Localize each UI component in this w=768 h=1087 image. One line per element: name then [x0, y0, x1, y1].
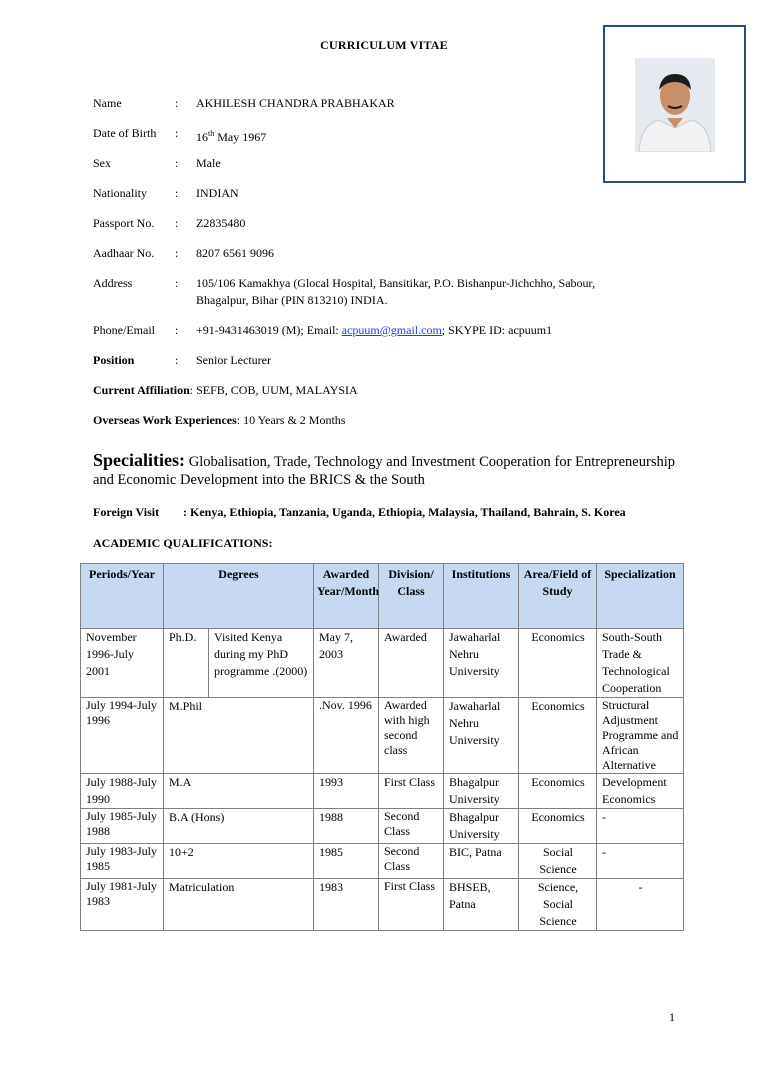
affiliation-row — [93, 382, 358, 399]
passport-label: Passport No. — [93, 216, 155, 230]
division-cell: Awarded — [379, 629, 444, 698]
division-cell: Second Class — [379, 844, 444, 879]
table-row — [81, 774, 684, 809]
institution-cell: Bhagalpur University — [444, 809, 519, 844]
header-cell: Institutions — [444, 564, 519, 629]
aadhaar-label: Aadhaar No. — [93, 246, 155, 260]
spec-cell: South-South Trade & Technological Cooperation — [597, 629, 684, 698]
colon: : — [175, 126, 179, 140]
area-cell: Science, Social Science — [519, 879, 597, 931]
page-number: 1 — [669, 1010, 675, 1024]
colon: : — [175, 276, 179, 290]
colon: : — [175, 246, 179, 260]
degree-cell: B.A (Hons) — [164, 809, 314, 844]
passport-value: Z2835480 — [196, 216, 246, 230]
division-cell: First Class — [379, 879, 444, 931]
table-row — [81, 809, 684, 844]
header-cell: Area/Field of Study — [519, 564, 597, 629]
year-cell: .Nov. 1996 — [314, 698, 379, 774]
specialities-text: Globalisation, Trade, Technology and Investment Cooperation for Entrepreneurship and Economic Development into the BRICS & the South — [93, 454, 675, 488]
table-row — [81, 879, 684, 931]
academic-heading: ACADEMIC QUALIFICATIONS: — [93, 536, 273, 550]
overseas-value: : 10 Years & 2 Months — [236, 413, 346, 427]
header-cell: Awarded Year/Month — [314, 564, 379, 629]
division-cell: Second Class — [379, 809, 444, 844]
nationality-label: Nationality — [93, 186, 147, 200]
specialities-label: Specialities: — [93, 450, 185, 470]
institution-cell: BHSEB, Patna — [444, 879, 519, 931]
qualifications-table — [80, 563, 684, 931]
header-cell: Specialization — [597, 564, 684, 629]
period-cell: July 1994-July 1996 — [81, 698, 164, 774]
spec-cell: Structural Adjustment Programme and African Alternative — [597, 698, 684, 774]
institution-cell: Bhagalpur University — [444, 774, 519, 809]
dob-value: 16th May 1967 — [196, 129, 267, 144]
year-cell: 1993 — [314, 774, 379, 809]
table-header-row — [81, 564, 684, 629]
name-value: AKHILESH CHANDRA PRABHAKAR — [196, 96, 395, 110]
degree-cell: M.Phil — [164, 698, 314, 774]
header-cell: Periods/Year — [81, 564, 164, 629]
phone-label: Phone/Email — [93, 323, 155, 337]
area-cell: Economics — [519, 698, 597, 774]
affiliation-label: Current Affiliation — [93, 383, 190, 397]
institution-cell: BIC, Patna — [444, 844, 519, 879]
institution-cell: Jawaharlal Nehru University — [444, 629, 519, 698]
period-cell: July 1981-July 1983 — [81, 879, 164, 931]
institution-cell: Jawaharlal Nehru University — [444, 698, 519, 774]
position-value: Senior Lecturer — [196, 353, 271, 367]
address-label: Address — [93, 276, 133, 290]
address-value: 105/106 Kamakhya (Glocal Hospital, Bansitikar, P.O. Bishanpur-Jichchho, Sabour, Bhagalpur, Bihar (PIN 813210) INDIA. — [196, 276, 596, 307]
header-cell: Degrees — [164, 564, 314, 629]
area-cell: Economics — [519, 774, 597, 809]
degree-cell: 10+2 — [164, 844, 314, 879]
area-cell: Economics — [519, 809, 597, 844]
table-row — [81, 844, 684, 879]
degree-cell: Ph.D. — [164, 629, 209, 698]
degree-note-cell: Visited Kenya during my PhD programme .(2000) — [209, 629, 314, 698]
document-title: CURRICULUM VITAE — [320, 38, 448, 52]
degree-cell: M.A — [164, 774, 314, 809]
phone-value: +91-9431463019 (M); Email: acpuum@gmail.com; SKYPE ID: acpuum1 — [196, 323, 553, 337]
foreign-visit-value: : Kenya, Ethiopia, Tanzania, Uganda, Ethiopia, Malaysia, Thailand, Bahrain, S. Korea — [183, 505, 626, 519]
colon: : — [175, 323, 179, 337]
spec-cell: - — [597, 844, 684, 879]
spec-cell: Development Economics — [597, 774, 684, 809]
colon: : — [175, 353, 179, 367]
year-cell: May 7, 2003 — [314, 629, 379, 698]
period-cell: July 1988-July 1990 — [81, 774, 164, 809]
nationality-value: INDIAN — [196, 186, 239, 200]
year-cell: 1985 — [314, 844, 379, 879]
period-cell: July 1985-July 1988 — [81, 809, 164, 844]
affiliation-value: : SEFB, COB, UUM, MALAYSIA — [189, 383, 358, 397]
colon: : — [175, 96, 179, 110]
area-cell: Economics — [519, 629, 597, 698]
overseas-row — [93, 412, 345, 429]
period-cell: November 1996-July 2001 — [81, 629, 164, 698]
position-label: Position — [93, 353, 135, 367]
table-row — [81, 698, 684, 774]
specialities-paragraph — [93, 451, 675, 489]
dob-label: Date of Birth — [93, 126, 157, 140]
division-cell: Awarded with high second class — [379, 698, 444, 774]
foreign-visit-row — [93, 505, 626, 520]
email-link[interactable]: acpuum@gmail.com — [341, 323, 442, 337]
sex-label: Sex — [93, 156, 111, 170]
colon: : — [175, 216, 179, 230]
sex-value: Male — [196, 156, 221, 170]
division-cell: First Class — [379, 774, 444, 809]
period-cell: July 1983-July 1985 — [81, 844, 164, 879]
aadhaar-value: 8207 6561 9096 — [196, 246, 274, 260]
spec-cell: - — [597, 809, 684, 844]
spec-cell: - — [597, 879, 684, 931]
year-cell: 1983 — [314, 879, 379, 931]
table-row — [81, 629, 684, 698]
colon: : — [175, 156, 179, 170]
name-label: Name — [93, 96, 122, 110]
area-cell: Social Science — [519, 844, 597, 879]
year-cell: 1988 — [314, 809, 379, 844]
degree-cell: Matriculation — [164, 879, 314, 931]
colon: : — [175, 186, 179, 200]
overseas-label: Overseas Work Experiences — [93, 413, 237, 427]
header-cell: Division/ Class — [379, 564, 444, 629]
foreign-visit-label: Foreign Visit — [93, 505, 160, 519]
